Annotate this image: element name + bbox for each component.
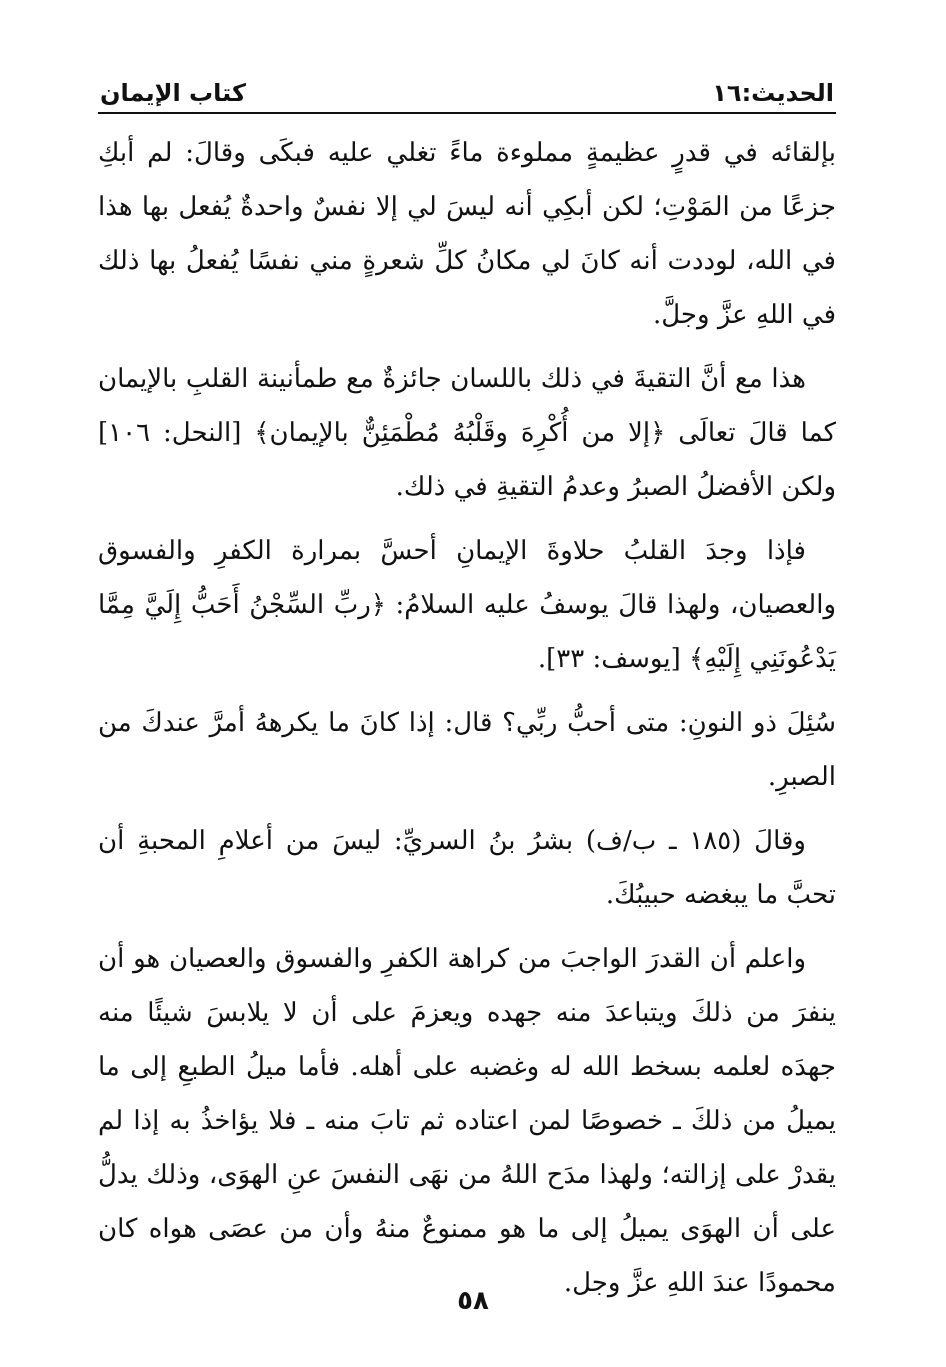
page-number: ٥٨ bbox=[457, 1286, 489, 1316]
paragraph-bishr: وقالَ (١٨٥ ـ ب/ف) بشرُ بنُ السريِّ: ليسَ من أعلامِ المحبةِ أن تحبَّ ما يبغضه حبيبُكَ. bbox=[98, 826, 836, 910]
paragraph-continuation: بإلقائه في قدرٍ عظيمةٍ مملوءة ماءً تغلي عليه فبكَى وقالَ: لم أبكِ جزعًا من المَوْتِ؛ لكن أبكِي أنه ليسَ لي إلا نفسٌ واحدةٌ يُفعل بها هذا في الله، لوددت أنه كانَ لي مكانُ كلِّ شعرةٍ مني نفسًا يُفعلُ بها ذلك في اللهِ عزَّ وجلَّ. bbox=[98, 138, 836, 330]
page-content bbox=[98, 126, 836, 1310]
book-title: كتاب الإيمان bbox=[100, 79, 246, 107]
paragraph-obligatory-aversion: واعلم أن القدرَ الواجبَ من كراهة الكفرِ والفسوق والعصيان هو أن ينفرَ من ذلكَ ويتباعدَ منه جهده ويعزمَ على أن لا يلابسَ شيئًا منه جهدَه لعلمه بسخط الله له وغضبه على أهله. فأما ميلُ الطبعِ إلى ما يميلُ من ذلكَ ـ خصوصًا لمن اعتاده ثم تابَ منه ـ فلا يؤاخذُ به إذا لم يقدرْ على إزالته؛ ولهذا مدَح اللهُ من نهَى النفسَ عنِ الهوَى، وذلك يدلُّ على أن الهوَى يميلُ إلى ما هو ممنوعٌ منهُ وأن من عصَى هواه كان محمودًا عندَ اللهِ عزَّ وجل. bbox=[98, 944, 836, 1298]
paragraph-iman-sweetness: فإذا وجدَ القلبُ حلاوةَ الإيمانِ أحسَّ بمرارة الكفرِ والفسوق والعصيان، ولهذا قالَ يوسفُ عليه السلامُ: ﴿ربِّ السِّجْنُ أَحَبُّ إِلَيَّ مِمَّا يَدْعُونَنِي إِلَيْهِ﴾ [يوسف: ٣٣]. bbox=[98, 536, 836, 674]
paragraph-taqiyya: هذا مع أنَّ التقيةَ في ذلك باللسان جائزةٌ مع طمأنينة القلبِ بالإيمان كما قالَ تعالَى ﴿إلا من أُكْرِهَ وقَلْبُهُ مُطْمَئِنٌّ بالإيمان﴾ [النحل: ١٠٦] ولكن الأفضلُ الصبرُ وعدمُ التقيةِ في ذلك. bbox=[98, 364, 836, 502]
hadith-label: الحديث:١٦ bbox=[712, 79, 834, 107]
running-header bbox=[98, 70, 836, 114]
paragraph-dhul-nun: سُئِلَ ذو النونِ: متى أحبُّ ربِّي؟ قال: إذا كانَ ما يكرههُ أمرَّ عندكَ من الصبرِ. bbox=[98, 708, 836, 792]
book-page bbox=[98, 70, 836, 1320]
